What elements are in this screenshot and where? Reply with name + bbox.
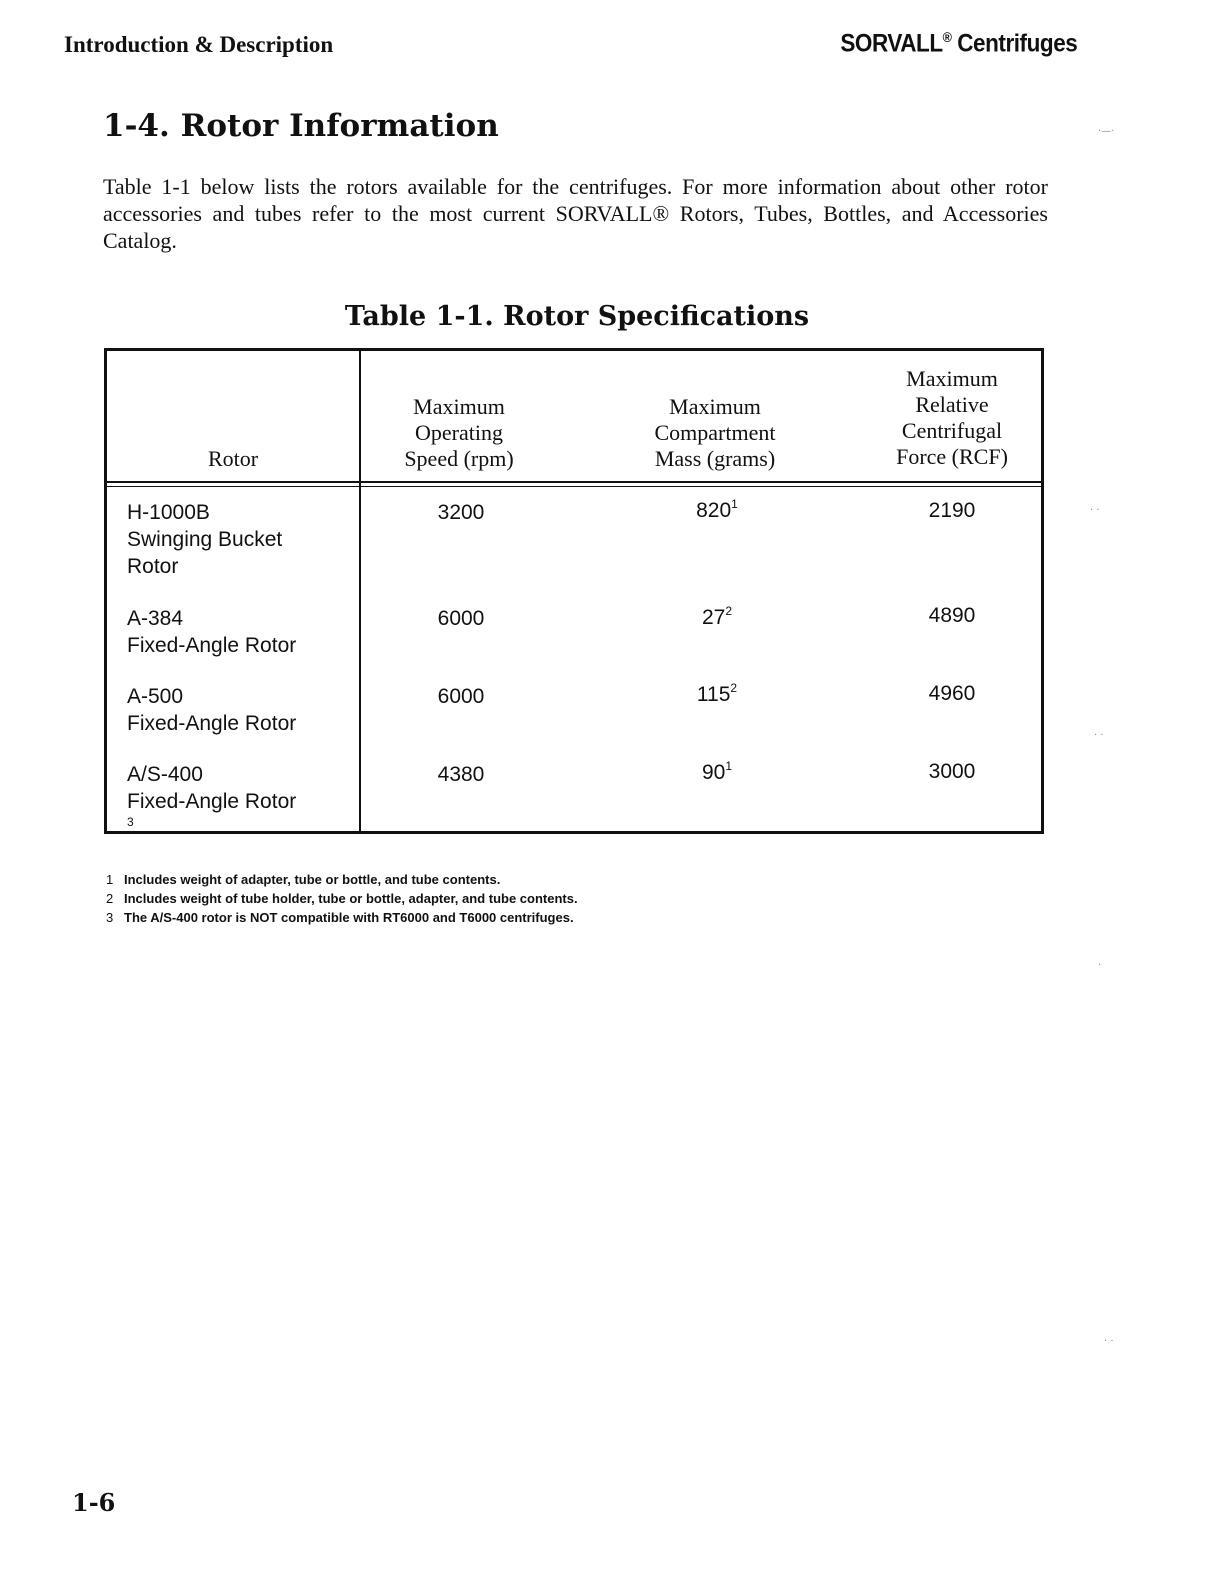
header-brand-title bbox=[840, 29, 1077, 58]
speed-value: 6000 bbox=[437, 685, 485, 708]
rcf-value: 2190 bbox=[928, 499, 976, 522]
footnote-text: The A/S-400 rotor is NOT compatible with RT6000 and T6000 centrifuges. bbox=[124, 910, 574, 925]
header-mass-line: Mass (grams) bbox=[654, 446, 776, 471]
mass-value bbox=[647, 683, 787, 707]
rotor-model: H-1000B bbox=[127, 501, 210, 524]
footnote-number: 3 bbox=[106, 910, 114, 925]
rcf-value: 3000 bbox=[928, 760, 976, 783]
rotor-model: A-500 bbox=[127, 685, 184, 708]
rcf-value: 4890 bbox=[928, 604, 976, 627]
header-rcf bbox=[852, 366, 1052, 470]
header-mass-line: Maximum bbox=[669, 394, 761, 419]
header-rcf-line: Relative bbox=[915, 392, 989, 417]
mass-value bbox=[647, 761, 787, 785]
header-rcf-line: Force (RCF) bbox=[896, 444, 1008, 469]
header-speed bbox=[359, 394, 559, 472]
scan-artifact: · · bbox=[1094, 730, 1104, 741]
header-speed-line: Maximum bbox=[413, 394, 505, 419]
mass-number: 820 bbox=[696, 499, 732, 522]
speed-value: 6000 bbox=[437, 607, 485, 630]
rotor-type-text: Fixed-Angle Rotor bbox=[127, 790, 297, 813]
footnote-ref: 2 bbox=[725, 604, 733, 618]
rotor-type: Fixed-Angle Rotor bbox=[127, 634, 297, 657]
registered-mark: ® bbox=[942, 29, 952, 45]
header-rotor: Rotor bbox=[207, 446, 259, 471]
scan-artifact: · · bbox=[1104, 1336, 1114, 1347]
footnote-number: 2 bbox=[106, 891, 114, 906]
table-row-rotor bbox=[127, 761, 357, 842]
rotor-type: Swinging Bucket bbox=[127, 528, 283, 551]
table-header-divider bbox=[107, 481, 1041, 483]
rotor-type: Fixed-Angle Rotor bbox=[127, 712, 297, 735]
mass-number: 115 bbox=[696, 683, 731, 706]
footnote-ref: 3 bbox=[127, 815, 134, 829]
mass-number: 90 bbox=[701, 761, 726, 784]
footnote bbox=[106, 870, 578, 889]
footnote-number: 1 bbox=[106, 872, 114, 887]
footnote-text: Includes weight of tube holder, tube or bottle, adapter, and tube contents. bbox=[124, 891, 578, 906]
header-section-title: Introduction & Description bbox=[64, 32, 334, 57]
footnote-ref: 2 bbox=[730, 681, 738, 695]
scan-artifact: · bbox=[1098, 960, 1102, 971]
footnote bbox=[106, 908, 578, 927]
scan-artifact: · · bbox=[1090, 505, 1100, 516]
rotor-type bbox=[127, 788, 357, 842]
mass-value bbox=[647, 606, 787, 630]
mass-number: 27 bbox=[701, 606, 726, 629]
header-speed-line: Operating bbox=[415, 420, 503, 445]
header-speed-line: Speed (rpm) bbox=[404, 446, 514, 471]
speed-value: 4380 bbox=[437, 763, 485, 786]
header-mass-line: Compartment bbox=[654, 420, 776, 445]
rotor-model: A/S-400 bbox=[127, 763, 203, 786]
footnote-ref: 1 bbox=[725, 759, 733, 773]
rotor-spec-table bbox=[104, 348, 1044, 834]
rotor-type: Rotor bbox=[127, 555, 179, 578]
intro-paragraph: Table 1-1 below lists the rotors available for the centrifuges. For more information about other rotor accessories and tubes refer to the most current SORVALL® Rotors, Tubes, Bottles, and Accessories Catalog. bbox=[103, 174, 1048, 253]
table-title: Table 1-1. Rotor Specifications bbox=[344, 301, 810, 332]
page-number: 1-6 bbox=[72, 1488, 116, 1517]
brand-name: SORVALL bbox=[840, 29, 943, 58]
table-row-rotor bbox=[127, 605, 357, 659]
mass-value bbox=[647, 499, 787, 523]
header-mass bbox=[615, 394, 815, 472]
footnotes bbox=[106, 870, 578, 927]
header-rcf-line: Centrifugal bbox=[901, 418, 1003, 443]
speed-value: 3200 bbox=[437, 501, 485, 524]
rcf-value: 4960 bbox=[928, 682, 976, 705]
section-title: 1-4. Rotor Information bbox=[103, 108, 499, 144]
header-rcf-line: Maximum bbox=[906, 366, 998, 391]
rotor-model: A-384 bbox=[127, 607, 184, 630]
table-header-divider-secondary bbox=[107, 486, 1041, 487]
table-row-rotor bbox=[127, 683, 357, 737]
footnote bbox=[106, 889, 578, 908]
footnote-text: Includes weight of adapter, tube or bottle, and tube contents. bbox=[124, 872, 501, 887]
scan-artifact: ·—· bbox=[1098, 126, 1115, 137]
footnote-ref: 1 bbox=[731, 497, 738, 511]
table-row-rotor bbox=[127, 499, 357, 580]
brand-suffix: Centrifuges bbox=[951, 29, 1077, 58]
